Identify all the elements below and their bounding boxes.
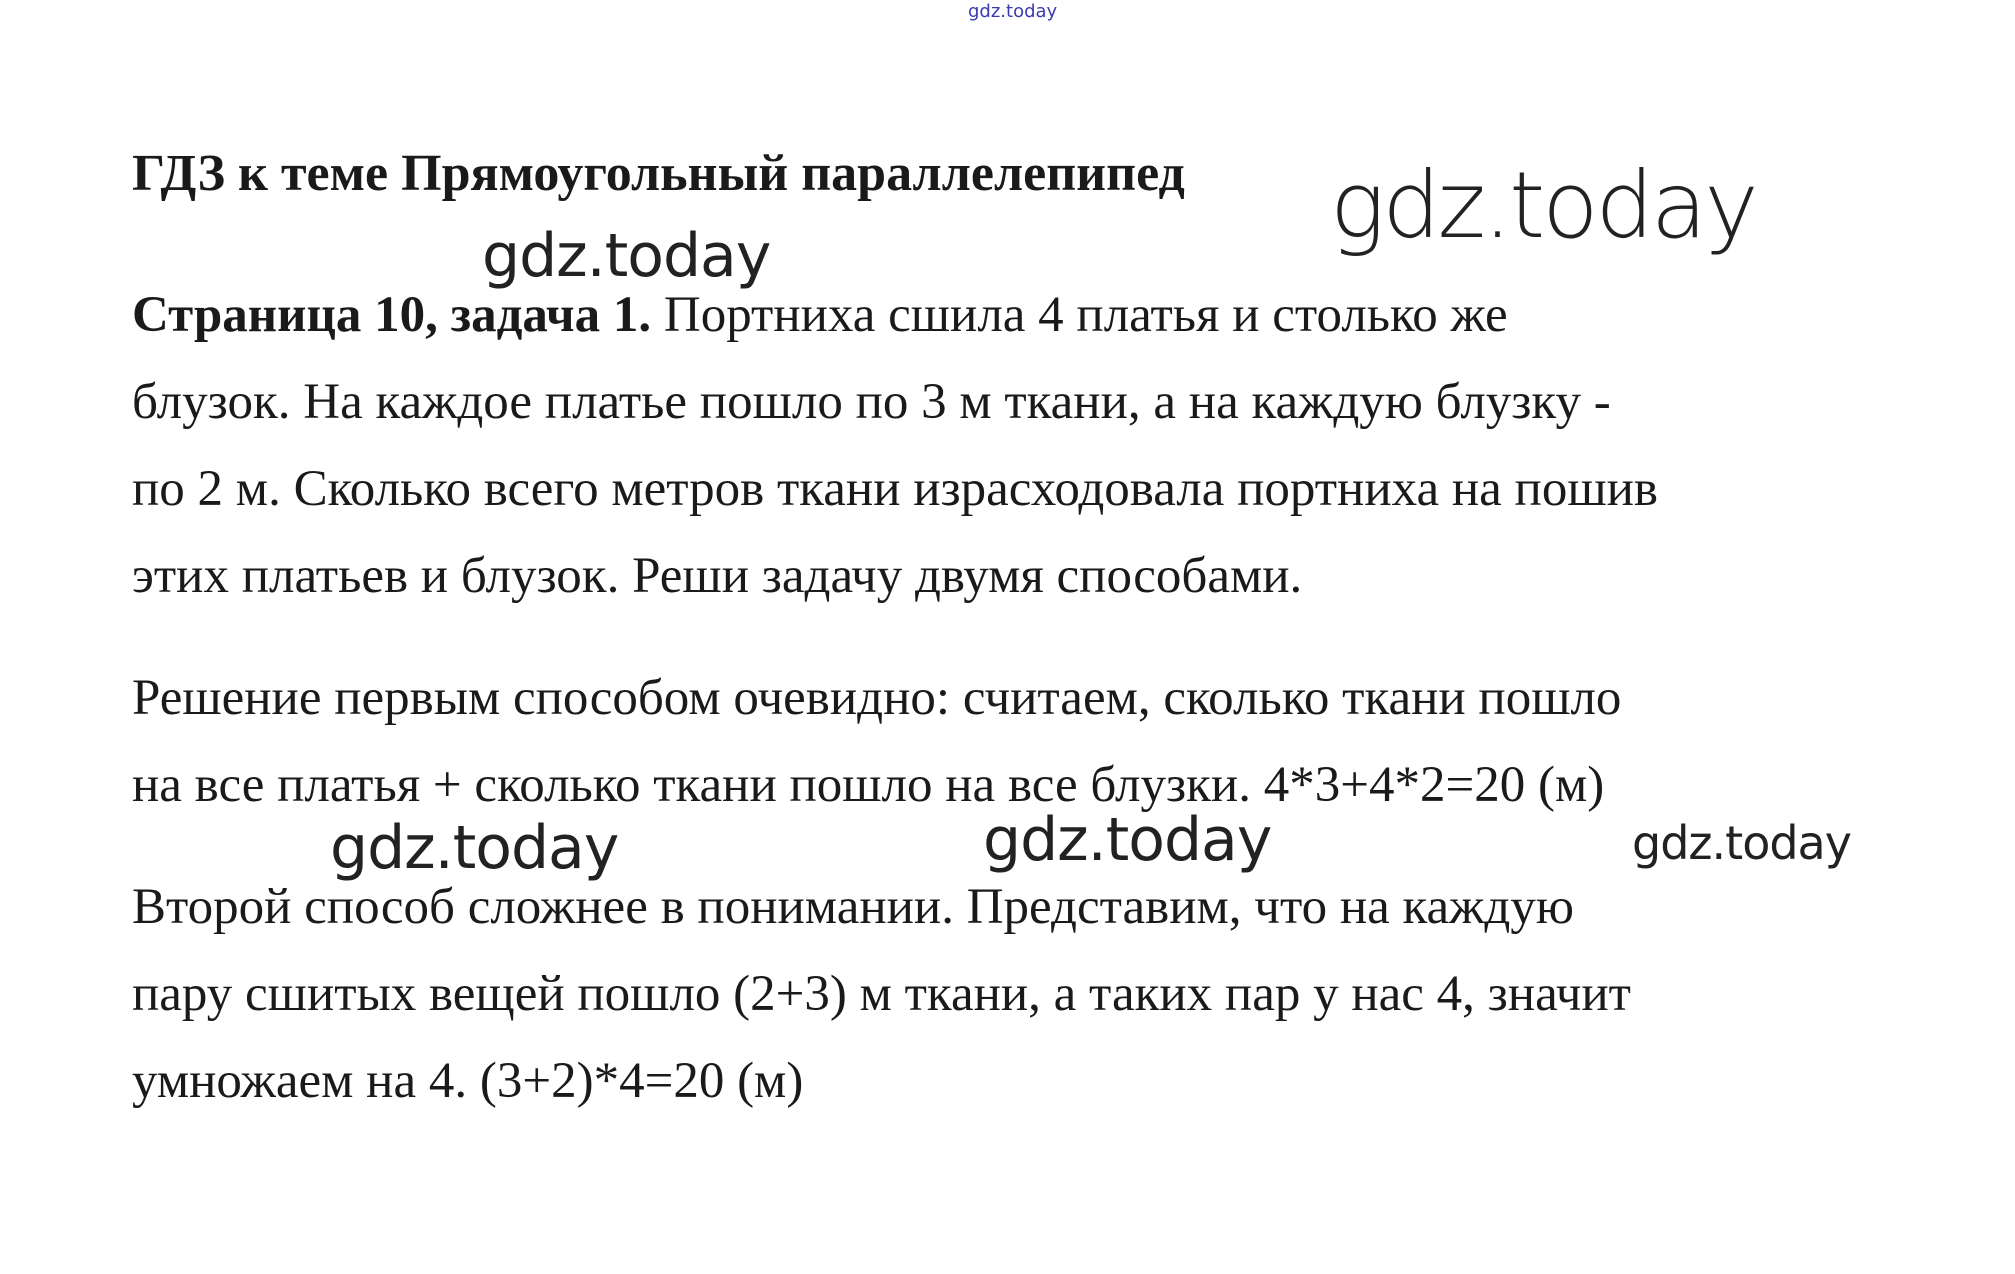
solution-line: Решение первым способом очевидно: считаем, сколько ткани пошло xyxy=(132,670,1622,726)
task-line: блузок. На каждое платье пошло по 3 м ткани, а на каждую блузку - xyxy=(132,374,1611,430)
task-label: Страница 10, задача 1. xyxy=(132,287,652,343)
watermark: gdz.today xyxy=(482,221,771,291)
solution-second-method xyxy=(132,864,1932,1125)
watermark-top: gdz.today xyxy=(968,1,1058,22)
task-statement xyxy=(132,272,1932,620)
task-line: по 2 м. Сколько всего метров ткани израсходовала портниха на пошив xyxy=(132,461,1658,517)
watermark: gdz.today xyxy=(983,805,1272,875)
solution-first-method xyxy=(132,655,1932,829)
task-line xyxy=(132,272,1932,359)
page-title: ГДЗ к теме Прямоугольный параллелепипед xyxy=(132,145,1185,202)
solution-line: пару сшитых вещей пошло (2+3) м ткани, а таких пар у нас 4, значит xyxy=(132,966,1631,1022)
solution-line: на все платья + сколько ткани пошло на все блузки. 4*3+4*2=20 (м) xyxy=(132,757,1605,813)
task-text: Портниха сшила 4 платья и столько же xyxy=(663,287,1508,343)
task-line: этих платьев и блузок. Реши задачу двумя способами. xyxy=(132,548,1303,604)
solution-line: умножаем на 4. (3+2)*4=20 (м) xyxy=(132,1053,804,1109)
watermark: gdz.today xyxy=(1632,816,1851,870)
watermark: gdz.today xyxy=(330,813,619,883)
solution-line: Второй способ сложнее в понимании. Представим, что на каждую xyxy=(132,879,1574,935)
watermark-large: gdz.today xyxy=(1330,152,1756,259)
